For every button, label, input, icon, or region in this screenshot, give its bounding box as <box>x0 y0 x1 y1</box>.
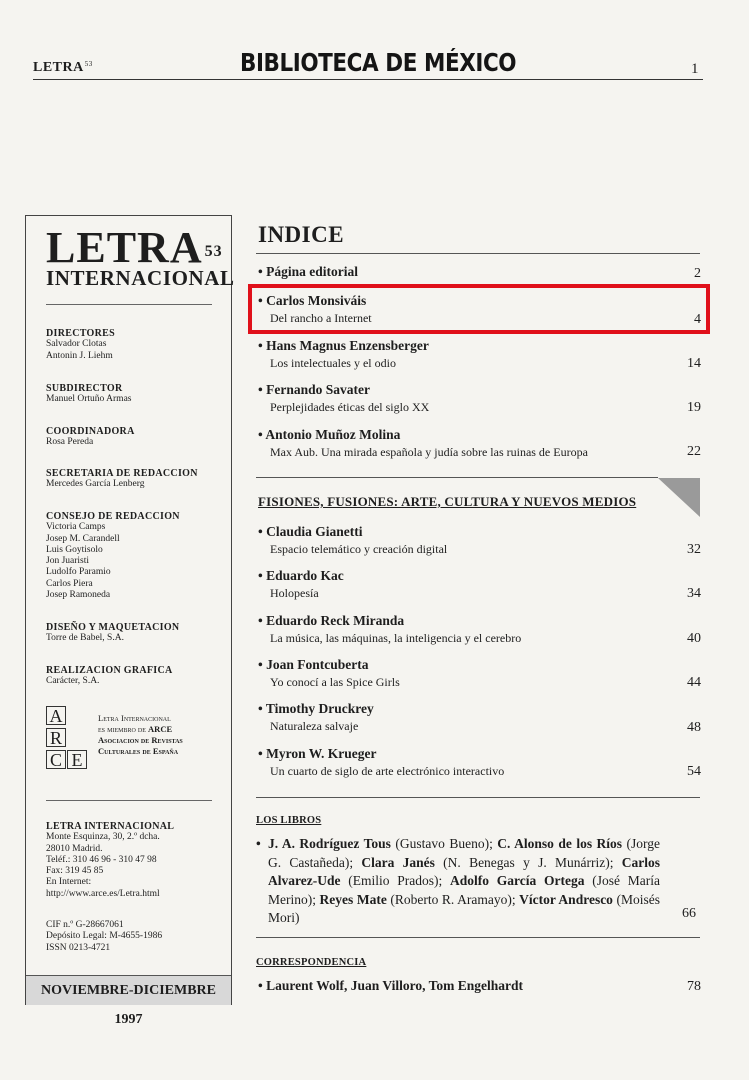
page-number: 1 <box>691 61 699 77</box>
libros-page: 66 <box>682 906 696 921</box>
masthead-title: LETRA $^{53}$ <box>46 223 223 272</box>
contact-block: LETRA INTERNACIONAL Monte Esquinza, 30, 2.º dcha. 28010 Madrid. Teléf.: 310 46 96 - 310 47 98 Fax: 319 45 85 En Internet: http://www.arce.es/Letra.html <box>46 821 175 899</box>
index-entry: • Joan Fontcuberta Yo conocí a las Spice Girls 44 <box>258 657 702 690</box>
arce-membership-text: Letra Internacional es miembro de ARCE Asociacion de Revistas Culturales de España <box>98 713 183 756</box>
staff-directores: DIRECTORES Salvador Clotas Antonin J. Liehm <box>46 328 115 361</box>
contact-rule <box>46 800 212 801</box>
section-heading-libros: LOS LIBROS <box>256 815 322 826</box>
section-heading-correspondencia: CORRESPONDENCIA <box>256 957 367 968</box>
staff-diseno: DISEÑO Y MAQUETACION Torre de Babel, S.A. <box>46 622 180 644</box>
arce-letter: R <box>46 728 66 747</box>
section-heading-fisiones: FISIONES, FUSIONES: ARTE, CULTURA Y NUEVOS MEDIOS <box>258 494 637 509</box>
running-head-label: LETRA$^{53}$ <box>33 60 93 75</box>
staff-realizacion: REALIZACION GRAFICA Carácter, S.A. <box>46 665 173 687</box>
index-entry: • Eduardo Kac Holopesía 34 <box>258 568 702 601</box>
index-heading: INDICE <box>258 222 345 247</box>
section-rule <box>256 937 700 938</box>
arce-letter: A <box>46 706 66 725</box>
index-entry: • Antonio Muñoz Molina Max Aub. Una mirada española y judía sobre las ruinas de Europa 22 <box>258 427 702 460</box>
page-header-title: BIBLIOTECA DE MÉXICO <box>240 48 517 77</box>
arce-letter: E <box>67 750 87 769</box>
staff-secretaria: SECRETARIA DE REDACCION Mercedes García Lenberg <box>46 468 198 490</box>
section-rule <box>256 797 700 798</box>
running-head-number: 53 <box>84 60 93 68</box>
index-entry: • Carlos Monsiváis Del rancho a Internet 4 <box>258 293 702 326</box>
index-entry: • Hans Magnus Enzensberger Los intelectuales y el odio 14 <box>258 338 702 371</box>
index-entry: • Eduardo Reck Miranda La música, las máquinas, la inteligencia y el cerebro 40 <box>258 613 702 646</box>
section-rule <box>256 477 658 478</box>
header-rule <box>33 79 703 80</box>
highlight-box <box>248 284 710 334</box>
index-entry: • Claudia Gianetti Espacio telemático y creación digital 32 <box>258 524 702 557</box>
masthead-subtitle: INTERNACIONAL <box>46 266 235 290</box>
legal-info: CIF n.º G-28667061 Depósito Legal: M-4655-1986 ISSN 0213-4721 <box>46 920 163 953</box>
index-entry: • Fernando Savater Perplejidades éticas del siglo XX 19 <box>258 382 702 415</box>
section-corner-mark <box>658 478 700 517</box>
issue-date: NOVIEMBRE-DICIEMBRE 1997 <box>26 975 231 1005</box>
staff-subdirector: SUBDIRECTOR Manuel Ortuño Armas <box>46 383 132 405</box>
index-entry: • Myron W. Krueger Un cuarto de siglo de arte electrónico interactivo 54 <box>258 746 702 779</box>
staff-coordinadora: COORDINADORA Rosa Pereda <box>46 426 135 448</box>
index-rule <box>256 253 700 254</box>
staff-consejo: CONSEJO DE REDACCION Victoria Camps Josep M. Carandell Luis Goytisolo Jon Juaristi Ludolfo Paramio Carlos Piera Josep Ramoneda <box>46 511 180 601</box>
index-entry: • Timothy Druckrey Naturaleza salvaje 48 <box>258 701 702 734</box>
arce-letter: C <box>46 750 66 769</box>
masthead-rule <box>46 304 212 305</box>
arce-logo <box>46 706 94 772</box>
index-entry: • Página editorial 2 <box>258 264 702 280</box>
books-reviews-list: • J. A. Rodríguez Tous (Gustavo Bueno); C. Alonso de los Ríos (Jorge G. Castañeda); Clara Janés (N. Benegas y J. Munárriz); Carlos Alvarez-Ude (Emilio Prados); Adolfo García Ortega (José María Merino); Reyes Mate (Roberto R. Aramayo); Víctor Andresco (Moisés Mori) <box>268 835 660 928</box>
index-entry: • Laurent Wolf, Juan Villoro, Tom Engelhardt 78 <box>258 978 702 994</box>
masthead-number: 53 <box>204 243 223 260</box>
